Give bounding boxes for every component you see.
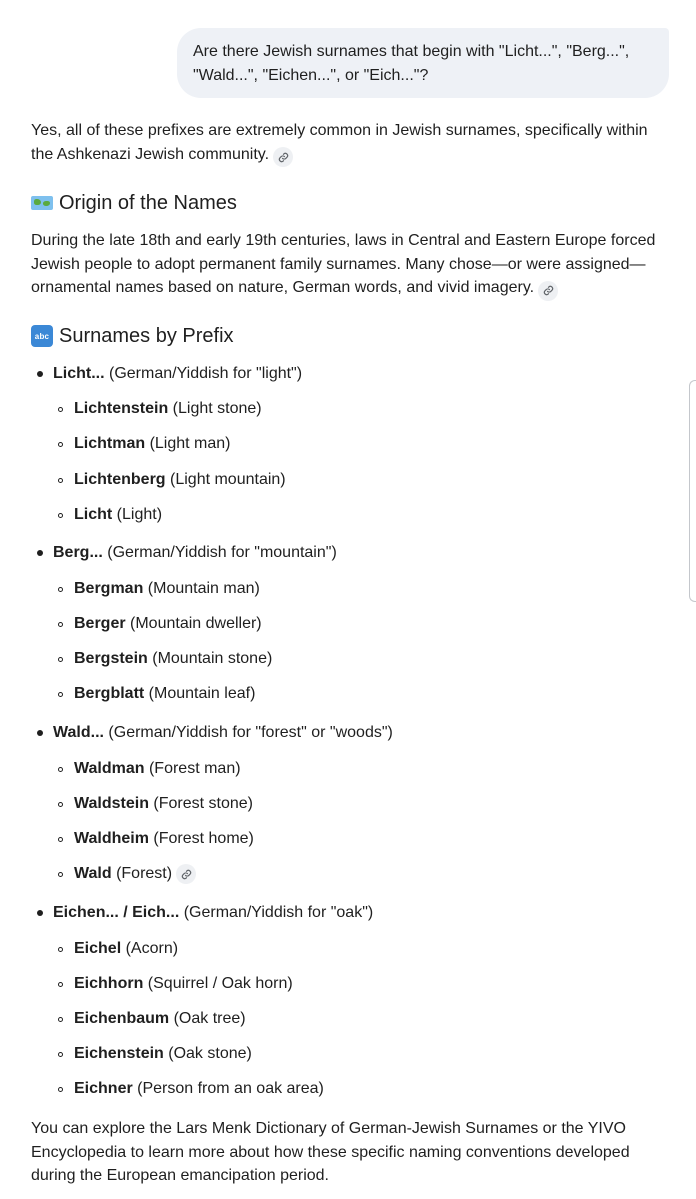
prefix-label: Licht... [53,365,105,382]
closing-paragraph [31,1117,661,1188]
surname-gloss: (Light man) [145,435,231,452]
bullet-circle [58,1052,63,1057]
prefix-meaning: (German/Yiddish for "light") [104,365,303,382]
user-message-bubble [177,28,669,98]
list-item-surname [58,683,255,705]
surname-gloss: (Person from an oak area) [132,1080,324,1097]
list-item-surname [58,1043,252,1065]
surname-gloss: (Light mountain) [165,471,286,488]
list-item-prefix-wald [37,722,393,744]
list-item-surname [58,398,262,420]
bullet-dot [37,550,43,556]
surname: Berger [74,615,126,632]
list-item-surname [58,758,241,780]
surname: Bergman [74,580,144,597]
response-intro-paragraph [31,119,661,167]
surname-gloss: (Mountain stone) [147,650,273,667]
surname-gloss: (Light stone) [168,400,262,417]
bullet-circle [58,692,63,697]
prefix-meaning: (German/Yiddish for "mountain") [102,544,337,561]
bullet-circle [58,513,63,518]
surname-gloss: (Forest stone) [148,795,253,812]
prefix-meaning: (German/Yiddish for "oak") [179,904,374,921]
surname: Wald [74,865,112,882]
surname: Lichtenstein [74,400,169,417]
surname-gloss: (Forest home) [148,830,254,847]
list-item-prefix-berg [37,542,337,564]
list-item-surname [58,938,178,960]
surname: Eichhorn [74,975,144,992]
section-heading-prefix [31,322,234,350]
bullet-circle [58,767,63,772]
bullet-circle [58,478,63,483]
origin-paragraph-text: During the late 18th and early 19th centuries, laws in Central and Eastern Europe forced Jewish people to adopt permanent family surnames. Many chose—or were assigned—ornamental names based on nature, German words, and vivid imagery. [31,232,656,296]
surname: Licht [74,506,113,523]
bullet-circle [58,442,63,447]
prefix-meaning: (German/Yiddish for "forest" or "woods") [103,724,393,741]
source-link-icon[interactable] [176,864,196,884]
prefix-label: Berg... [53,544,103,561]
bullet-dot [37,910,43,916]
bullet-circle [58,947,63,952]
surname-gloss: (Oak stone) [163,1045,252,1062]
surname: Eichel [74,940,122,957]
list-item-surname [58,433,231,455]
bullet-circle [58,407,63,412]
surname-gloss: (Squirrel / Oak horn) [143,975,293,992]
list-item-surname [58,793,253,815]
list-item-prefix-eichen [37,902,373,924]
bullet-circle [58,587,63,592]
bullet-dot [37,730,43,736]
surname: Bergstein [74,650,148,667]
surname-gloss: (Forest) [111,865,173,882]
bullet-circle [58,1017,63,1022]
source-link-icon[interactable] [538,281,558,301]
bullet-circle [58,802,63,807]
prefix-label: Wald... [53,724,104,741]
section-heading-prefix-text: Surnames by Prefix [59,324,234,347]
section-heading-origin [31,189,237,217]
list-item-surname [58,828,254,850]
surname-gloss: (Oak tree) [169,1010,246,1027]
bullet-circle [58,837,63,842]
list-item-surname [58,469,286,491]
surname-gloss: (Acorn) [121,940,179,957]
response-intro-text: Yes, all of these prefixes are extremely common in Jewish surnames, specifically within the Ashkenazi Jewish community. [31,122,648,163]
bullet-dot [37,371,43,377]
list-item-surname [58,648,272,670]
surname: Waldstein [74,795,149,812]
bullet-circle [58,622,63,627]
surname: Eichenbaum [74,1010,170,1027]
list-item-surname [58,1078,324,1100]
surname: Eichenstein [74,1045,164,1062]
surname: Lichtenberg [74,471,166,488]
list-item-surname [58,973,293,995]
list-item-prefix-licht [37,363,302,385]
surname: Waldman [74,760,145,777]
surname: Eichner [74,1080,133,1097]
prefix-label: Eichen... / Eich... [53,904,180,921]
user-message-text: Are there Jewish surnames that begin with "Licht...", "Berg...", "Wald...", "Eichen...", or "Eich..."? [193,43,630,84]
section-heading-origin-text: Origin of the Names [59,191,237,214]
list-item-surname [58,504,162,526]
list-item-surname [58,863,196,885]
list-item-surname [58,613,262,635]
surname-gloss: (Mountain dweller) [125,615,262,632]
surname-gloss: (Mountain leaf) [144,685,256,702]
bullet-circle [58,982,63,987]
map-emoji-icon [31,196,53,210]
bullet-circle [58,657,63,662]
surname-gloss: (Light) [112,506,163,523]
origin-paragraph [31,229,661,301]
bullet-circle [58,1087,63,1092]
surname: Waldheim [74,830,149,847]
surname: Bergblatt [74,685,145,702]
abc-emoji-icon: abc [31,325,53,347]
source-link-icon[interactable] [273,147,293,167]
list-item-surname [58,1008,246,1030]
scrollbar-handle[interactable] [689,380,696,602]
surname-gloss: (Mountain man) [143,580,260,597]
closing-paragraph-text: You can explore the Lars Menk Dictionary of German-Jewish Surnames or the YIVO Encyclopedia to learn more about how these specific naming conventions developed during the European emancipation period. [31,1120,630,1184]
bullet-circle [58,872,63,877]
surname: Lichtman [74,435,146,452]
surname-gloss: (Forest man) [144,760,241,777]
list-item-surname [58,578,260,600]
